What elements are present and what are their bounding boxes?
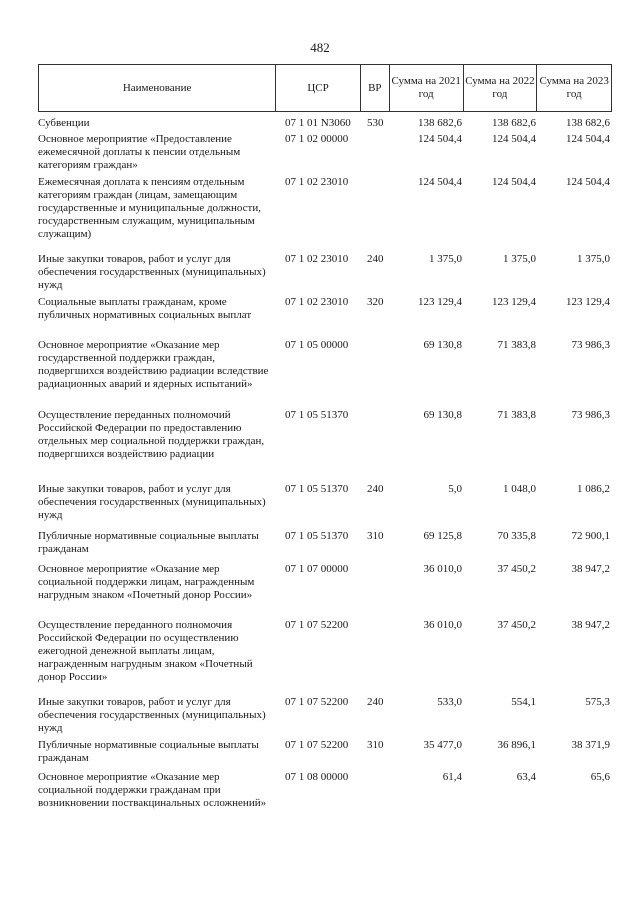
row-vr: 310: [367, 739, 384, 751]
row-name: Иные закупки товаров, работ и услуг для обеспечения государственных (муниципальных) нужд: [38, 696, 266, 734]
row-sum-2021: 69 130,8: [423, 409, 462, 421]
row-sum-2022: 554,1: [511, 696, 536, 708]
row-csr: 07 1 02 00000: [285, 133, 349, 145]
row-name: Основное мероприятие «Предоставление ежемесячной доплаты к пенсии отдельным категориям граждан»: [38, 133, 241, 171]
header-name: Наименование: [39, 65, 276, 111]
row-name: Основное мероприятие «Оказание мер социальной поддержки гражданам при возникновении поствакцинальных осложнений»: [38, 771, 267, 809]
row-sum-2022: 123 129,4: [492, 296, 536, 308]
page-number: 482: [310, 40, 330, 55]
row-csr: 07 1 01 N3060: [285, 117, 351, 129]
row-sum-2021: 35 477,0: [423, 739, 462, 751]
row-sum-2021: 124 504,4: [418, 133, 462, 145]
row-name: Социальные выплаты гражданам, кроме публичных нормативных социальных выплат: [38, 296, 252, 321]
row-name: Иные закупки товаров, работ и услуг для обеспечения государственных (муниципальных) нужд: [38, 483, 266, 521]
header-sum-2021: Сумма на 2021 год: [390, 65, 464, 111]
row-sum-2021: 36 010,0: [423, 563, 462, 575]
row-name: Основное мероприятие «Оказание мер государственной поддержки граждан, подвергшихся воздействию радиации вследствие радиационных аварий и ядерных испытаний»: [38, 339, 269, 390]
row-sum-2023: 123 129,4: [566, 296, 610, 308]
row-sum-2022: 71 383,8: [497, 409, 536, 421]
row-sum-2021: 61,4: [442, 771, 462, 783]
row-name: Публичные нормативные социальные выплаты гражданам: [38, 530, 259, 555]
row-sum-2023: 38 947,2: [571, 563, 610, 575]
row-csr: 07 1 02 23010: [285, 253, 349, 265]
row-sum-2021: 5,0: [448, 483, 462, 495]
row-name: Ежемесячная доплата к пенсиям отдельным категориям граждан (лицам, замещающим государственные и муниципальные должности, государственным служащим, муниципальным служащим): [38, 176, 261, 240]
row-sum-2022: 1 048,0: [503, 483, 536, 495]
row-sum-2023: 575,3: [585, 696, 610, 708]
row-sum-2023: 73 986,3: [571, 339, 610, 351]
row-sum-2023: 38 947,2: [571, 619, 610, 631]
row-csr: 07 1 07 52200: [285, 696, 349, 708]
row-csr: 07 1 05 51370: [285, 409, 349, 421]
row-vr: 530: [367, 117, 384, 129]
row-sum-2023: 1 375,0: [577, 253, 610, 265]
row-sum-2021: 124 504,4: [418, 176, 462, 188]
row-name: Осуществление переданного полномочия Российской Федерации по осуществлению ежегодной денежной выплаты лицам, награжденным нагрудным знаком «Почетный донор России»: [38, 619, 253, 683]
header-sum-2023: Сумма на 2023 год: [539, 75, 609, 100]
row-sum-2021: 36 010,0: [423, 619, 462, 631]
row-sum-2023: 124 504,4: [566, 176, 610, 188]
row-name: Осуществление переданных полномочий Российской Федерации по предоставлению отдельных мер социальной поддержки граждан, подвергшихся воздействию радиации: [38, 409, 265, 460]
row-sum-2022: 138 682,6: [492, 117, 536, 129]
table-header: [38, 64, 612, 112]
row-vr: 240: [367, 483, 384, 495]
row-sum-2021: 533,0: [437, 696, 462, 708]
row-sum-2021: 1 375,0: [429, 253, 462, 265]
row-sum-2022: 36 896,1: [497, 739, 536, 751]
row-csr: 07 1 05 51370: [285, 530, 349, 542]
row-name: Публичные нормативные социальные выплаты гражданам: [38, 739, 259, 764]
row-sum-2022: 70 335,8: [497, 530, 536, 542]
row-name: Субвенции: [38, 117, 90, 129]
row-sum-2022: 63,4: [516, 771, 536, 783]
row-sum-2023: 72 900,1: [571, 530, 610, 542]
row-sum-2023: 138 682,6: [566, 117, 610, 129]
row-sum-2023: 124 504,4: [566, 133, 610, 145]
row-sum-2021: 123 129,4: [418, 296, 462, 308]
row-sum-2023: 65,6: [590, 771, 610, 783]
row-csr: 07 1 05 00000: [285, 339, 349, 351]
row-name: Основное мероприятие «Оказание мер социальной поддержки лицам, награжденным нагрудным знаком «Почетный донор России»: [38, 563, 255, 601]
row-vr: 240: [367, 696, 384, 708]
row-csr: 07 1 07 00000: [285, 563, 349, 575]
row-sum-2022: 37 450,2: [497, 619, 536, 631]
row-vr: 240: [367, 253, 384, 265]
row-csr: 07 1 07 52200: [285, 739, 349, 751]
row-csr: 07 1 02 23010: [285, 296, 349, 308]
row-sum-2023: 38 371,9: [571, 739, 610, 751]
row-sum-2021: 69 130,8: [423, 339, 462, 351]
row-sum-2023: 73 986,3: [571, 409, 610, 421]
row-sum-2022: 124 504,4: [492, 133, 536, 145]
row-csr: 07 1 08 00000: [285, 771, 349, 783]
row-csr: 07 1 02 23010: [285, 176, 349, 188]
row-sum-2021: 69 125,8: [423, 530, 462, 542]
row-sum-2021: 138 682,6: [418, 117, 462, 129]
row-csr: 07 1 07 52200: [285, 619, 349, 631]
row-sum-2022: 124 504,4: [492, 176, 536, 188]
row-csr: 07 1 05 51370: [285, 483, 349, 495]
header-vr: ВР: [361, 65, 390, 111]
row-vr: 320: [367, 296, 384, 308]
row-sum-2022: 71 383,8: [497, 339, 536, 351]
header-csr: ЦСР: [276, 65, 361, 111]
row-sum-2022: 1 375,0: [503, 253, 536, 265]
row-sum-2023: 1 086,2: [577, 483, 610, 495]
row-name: Иные закупки товаров, работ и услуг для обеспечения государственных (муниципальных) нужд: [38, 253, 266, 291]
header-sum-2022: Сумма на 2022 год: [464, 65, 538, 111]
row-vr: 310: [367, 530, 384, 542]
row-sum-2022: 37 450,2: [497, 563, 536, 575]
